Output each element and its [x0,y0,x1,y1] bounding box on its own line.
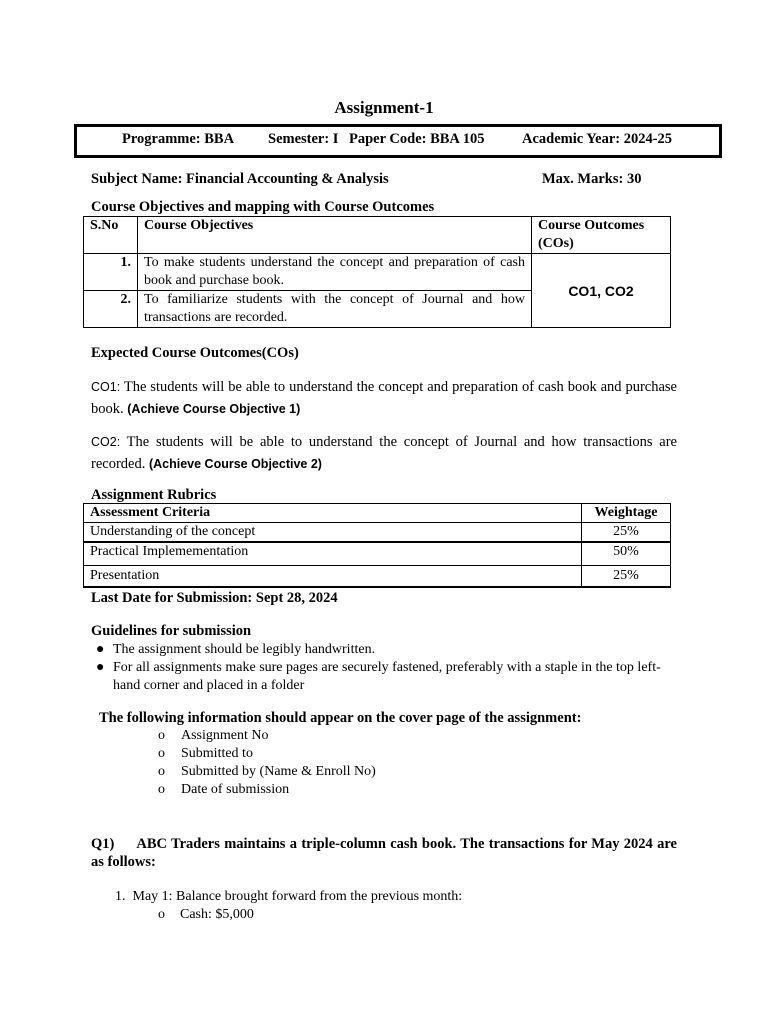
list-item [158,745,376,763]
table-row [84,523,671,543]
outcome-co1 [91,376,677,420]
outcome-text: The students will be able to understand the concept of Journal and how transactions are recorded. [91,434,677,472]
subject-name: Subject Name: Financial Accounting & Analysis [91,171,389,187]
page-title: Assignment-1 [334,98,434,117]
row-number: 1. [84,254,138,291]
bullet-icon: o [158,907,165,922]
cover-page-list [158,727,376,799]
table-header-cell: Weightage [582,504,671,523]
guideline-text: For all assignments make sure pages are securely fastened, preferably with a staple in the top left-hand corner and placed in a folder [113,660,661,693]
criteria-cell: Understanding of the concept [84,523,582,543]
weight-cell: 50% [582,542,671,566]
question-label: Q1) [91,836,115,852]
last-date: Last Date for Submission: Sept 28, 2024 [91,590,338,606]
list-item [158,727,376,745]
outcome-mapping: CO1, CO2 [532,254,671,328]
table-header-cell: Course Outcomes (COs) [532,217,671,254]
table-header-row [84,217,671,254]
outcome-co2 [91,431,677,475]
cover-item-text: Date of submission [181,782,290,797]
programme-label: Programme: BBA [122,131,235,147]
weight-cell: 25% [582,523,671,543]
bullet-icon: ● [96,642,105,657]
question-sub-item [158,907,254,923]
question-text: ABC Traders maintains a triple-column cash book. The transactions for May 2024 are as follows: [91,836,677,870]
item-number: 1. [115,889,126,904]
question-1 [91,835,677,871]
table-row [84,254,671,291]
guidelines-heading: Guidelines for submission [91,623,252,639]
weight-cell: 25% [582,566,671,588]
co-tag: CO2: [91,435,121,449]
rubrics-table [83,503,671,588]
item-text: May 1: Balance brought forward from the previous month: [132,889,463,904]
objective-text: To familiarize students with the concept of Journal and how transactions are recorded. [138,291,532,328]
table-row [84,542,671,566]
objectives-table [83,216,671,328]
paper-code-label: Paper Code: BBA 105 [349,131,485,147]
list-item [158,763,376,781]
table-header-row [84,504,671,523]
cover-page-heading: The following information should appear on the cover page of the assignment: [99,710,582,726]
question-item [115,889,462,905]
sub-item-text: Cash: $5,000 [180,907,254,922]
guidelines-list [96,641,686,695]
semester-label: Semester: I [268,131,339,147]
list-item [96,659,686,695]
max-marks: Max. Marks: 30 [542,171,642,187]
cover-item-text: Submitted by (Name & Enroll No) [181,764,376,779]
rubrics-heading: Assignment Rubrics [91,487,217,503]
list-item [96,641,686,659]
cover-item-text: Assignment No [181,728,269,743]
outcomes-heading: Expected Course Outcomes(COs) [91,345,299,361]
cover-item-text: Submitted to [181,746,253,761]
academic-year-label: Academic Year: 2024-25 [522,131,673,147]
objectives-heading: Course Objectives and mapping with Course Outcomes [91,199,435,215]
criteria-cell: Presentation [84,566,582,588]
list-item [158,781,376,799]
bullet-icon: ● [96,660,105,675]
guideline-text: The assignment should be legibly handwritten. [113,642,376,657]
bullet-icon: o [158,728,165,743]
row-number: 2. [84,291,138,328]
table-header-cell: Assessment Criteria [84,504,582,523]
table-row [84,566,671,588]
table-header-cell: S.No [84,217,138,254]
objective-text: To make students understand the concept and preparation of cash book and purchase book. [138,254,532,291]
criteria-cell: Practical Implemementation [84,542,582,566]
bullet-icon: o [158,764,165,779]
table-header-cell: Course Objectives [138,217,532,254]
outcome-text: The students will be able to understand the concept and preparation of cash book and purchase book. [91,379,677,417]
bullet-icon: o [158,782,165,797]
achieve-note: (Achieve Course Objective 2) [148,457,322,471]
achieve-note: (Achieve Course Objective 1) [127,402,301,416]
co-tag: CO1: [91,380,121,394]
bullet-icon: o [158,746,165,761]
